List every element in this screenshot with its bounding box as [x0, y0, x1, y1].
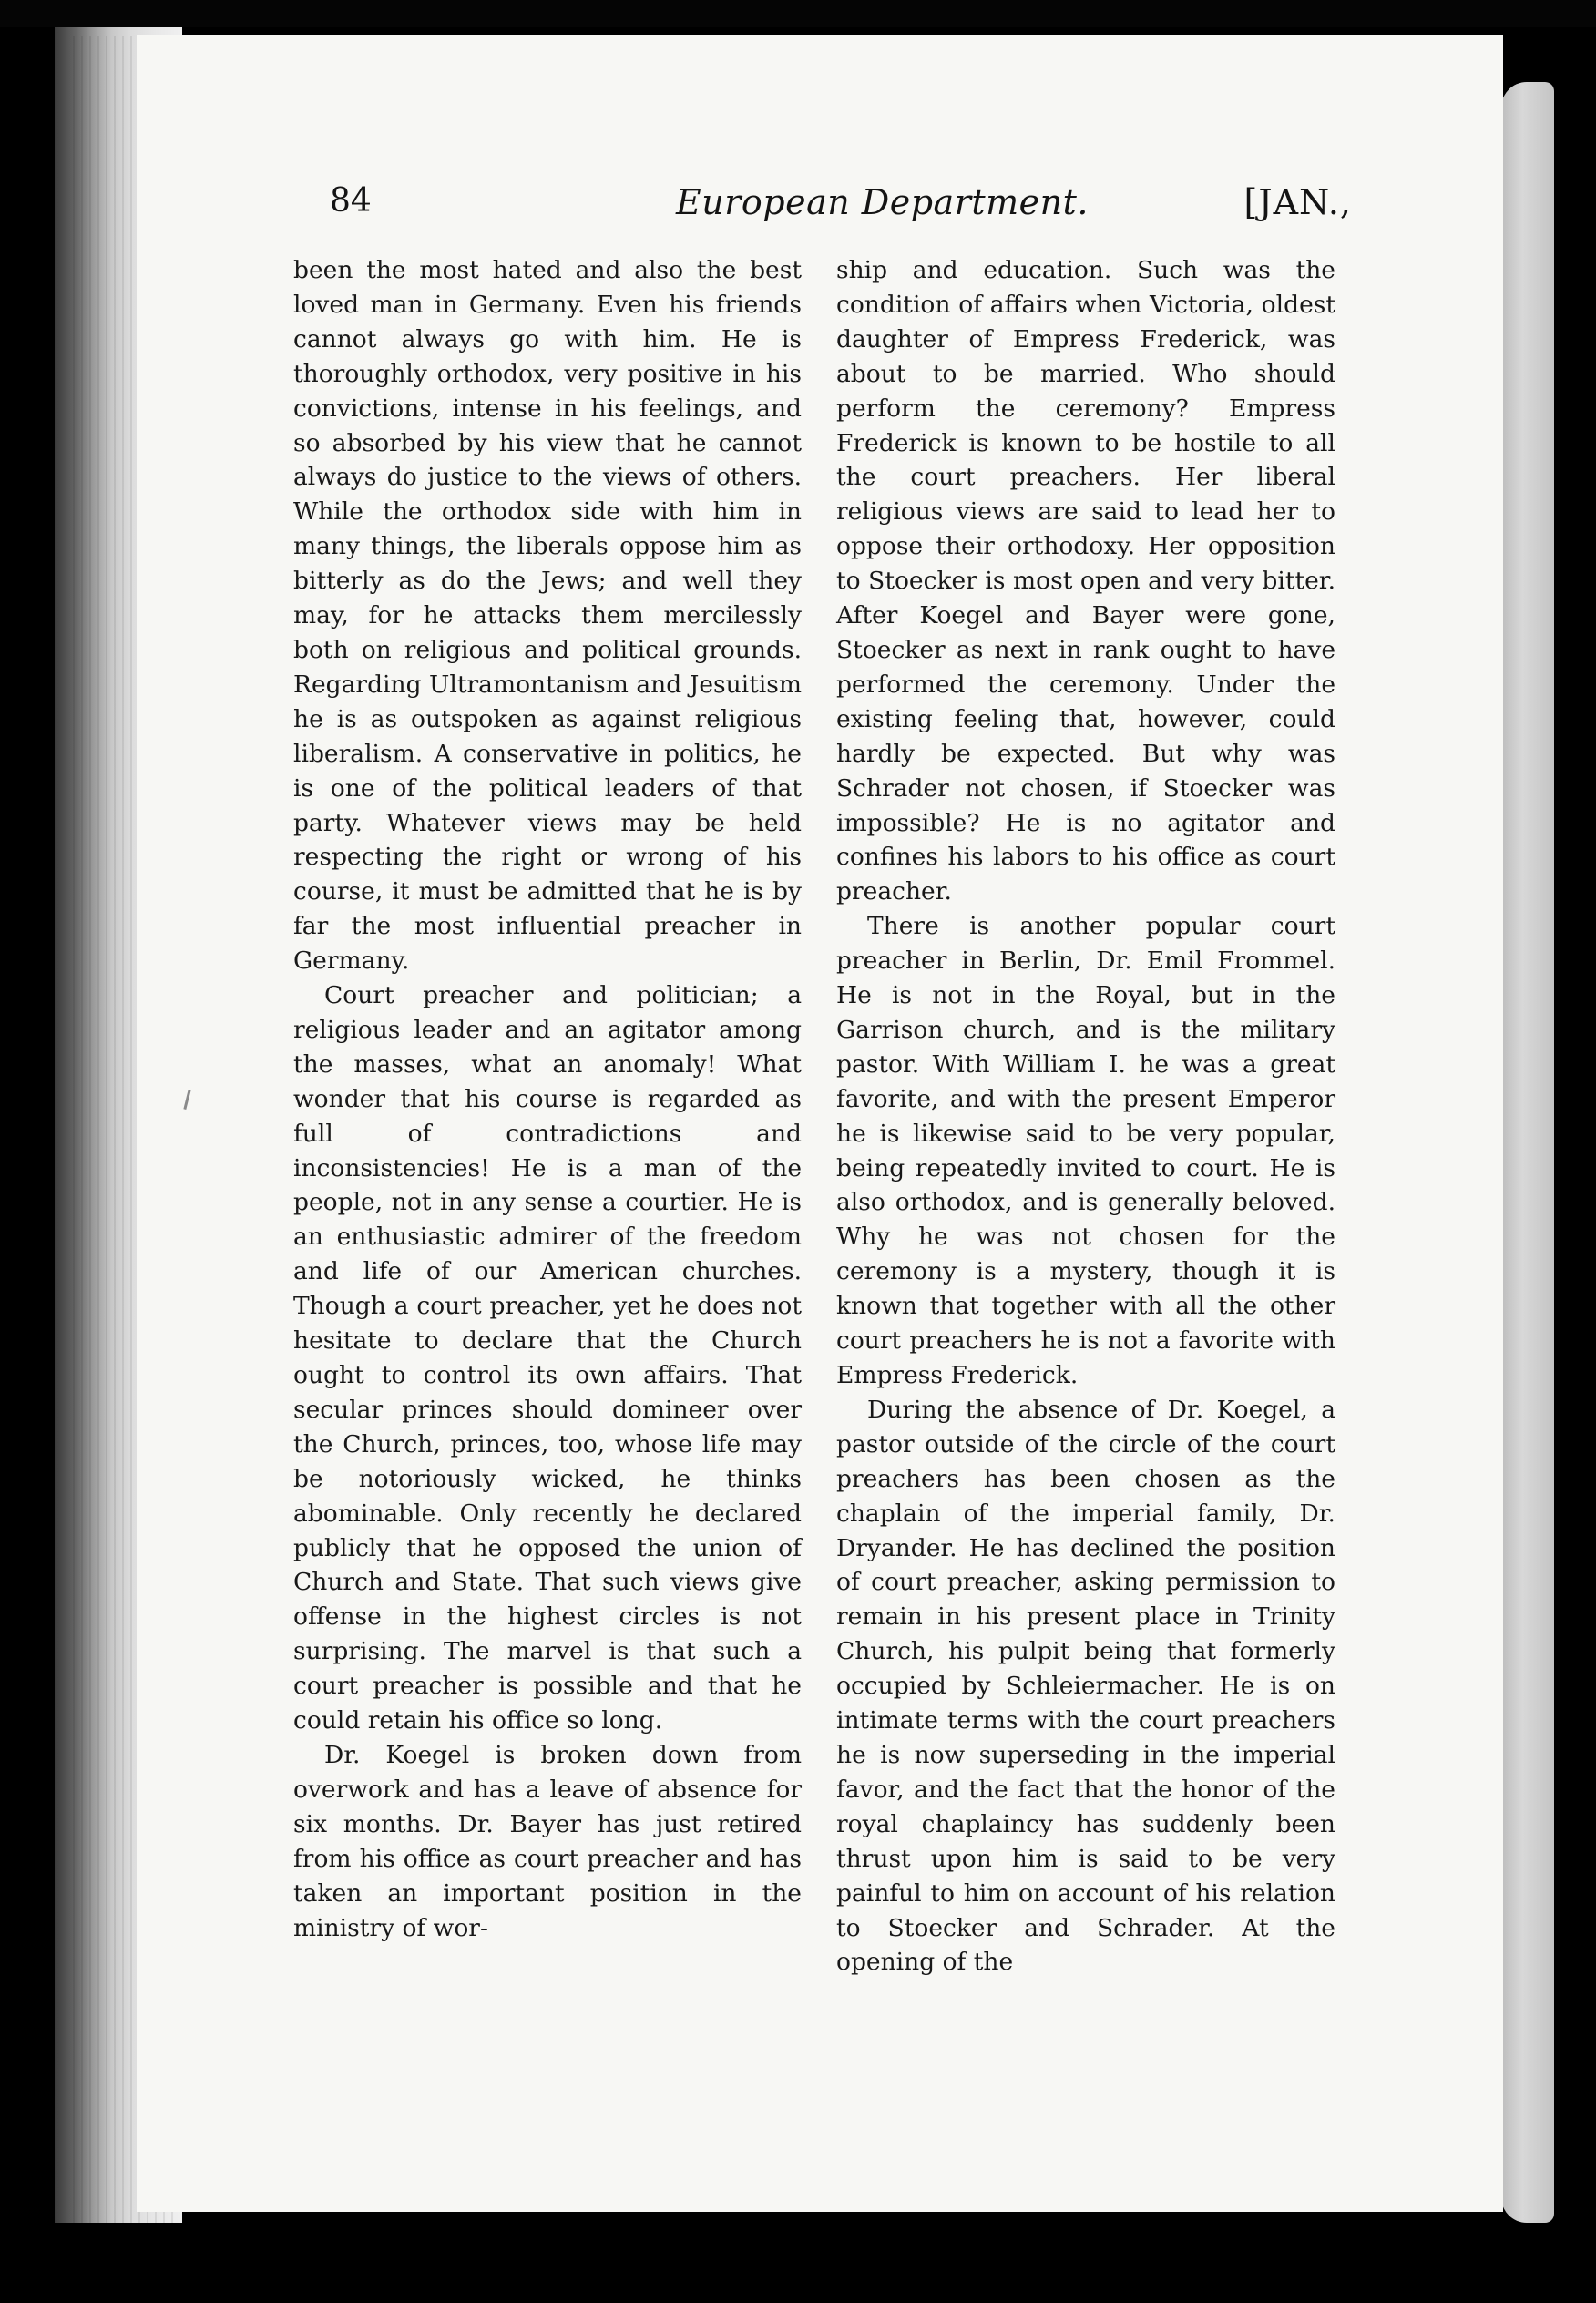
right-paragraph-2: There is another popular court preacher in Berlin, Dr. Emil Frommel. He is not in the Royal, but in the Garrison church, and is the military pastor. With William I. he was a great favorite, and with the present Emperor he is likewise said to be very popular, being repeatedly invited to court. He is also orthodox, and is generally beloved. Why he was not chosen for the ceremony is a mystery, though it is known that together with all the other court preachers he is not a favorite with Empress Frederick. [836, 912, 1335, 1389]
scan-top-border [0, 0, 1596, 27]
left-paragraph-3: Dr. Koegel is broken down from overwork and has a leave of absence for six months. Dr. Bayer has just retired from his office as court preacher and has taken an important position in the ministry of wor- [293, 1740, 802, 1942]
page-header [330, 182, 1352, 237]
page-number: 84 [330, 182, 372, 220]
right-paragraph-3: During the absence of Dr. Koegel, a pastor outside of the circle of the court preachers has been chosen as the chaplain of the imperial family, Dr. Dryander. He has declined the position of court preacher, asking permission to remain in his present place in Trinity Church, his pulpit being that formerly occupied by Schleiermacher. He is on intimate terms with the court preachers he is now superseding in the imperial favor, and the fact that the honor of the royal chaplaincy has suddenly been thrust upon him is said to be very painful to him on account of his relation to Stoecker and Schrader. At the opening of the [836, 1395, 1335, 1977]
right-paragraph-1: ship and education. Such was the condition of affairs when Victoria, oldest daughter of Empress Frederick, was about to be married. Who should perform the ceremony? Empress Frederick is known to be hostile to all the court preachers. Her liberal religious views are said to lead her to oppose their orthodoxy. Her opposition to Stoecker is most open and very bitter. After Koegel and Bayer were gone, Stoecker as next in rank ought to have performed the ceremony. Under the existing feeling that, however, could hardly be expected. But why was Schrader not chosen, if Stoecker was impossible? He is no agitator and confines his labors to his office as court preacher. [836, 256, 1335, 906]
left-paragraph-2: Court preacher and politician; a religious leader and an agitator among the masses, what an anomaly! What wonder that his course is regarded as full of contradictions and inconsistencies! He is a man of the people, not in any sense a courtier. He is an enthusiastic admirer of the freedom and life of our American churches. Though a court preacher, yet he does not hesitate to declare that the Church ought to control its own affairs. That secular princes should domineer over the Church, princes, too, whose life may be notoriously wicked, he thinks abominable. Only recently he declared publicly that he opposed the union of Church and State. That such views give offense in the highest circles is not surprising. The marvel is that such a court preacher is possible and that he could retain his office so long. [293, 981, 802, 1735]
next-page-sliver [1501, 82, 1554, 2223]
header-date: [JAN., [1243, 182, 1352, 222]
left-paragraph-1: been the most hated and also the best loved man in Germany. Even his friends cannot always go with him. He is thoroughly orthodox, very positive in his convictions, intense in his feelings, and so absorbed by his view that he cannot always do justice to the views of others. While the orthodox side with him in many things, the liberals oppose him as bitterly as do the Jews; and well they may, for he attacks them mercilessly both on religious and political grounds. Regarding Ultramontanism and Jesuitism he is as outspoken as against religious liberalism. A conservative in politics, he is one of the political leaders of that party. Whatever views may be held respecting the right or wrong of his course, it must be admitted that he is by far the most influential preacher in Germany. [293, 256, 802, 976]
left-column [293, 253, 802, 1945]
running-head: European Department. [676, 182, 1089, 222]
right-column [836, 253, 1335, 1980]
scan-bottom-border [0, 2223, 1596, 2303]
